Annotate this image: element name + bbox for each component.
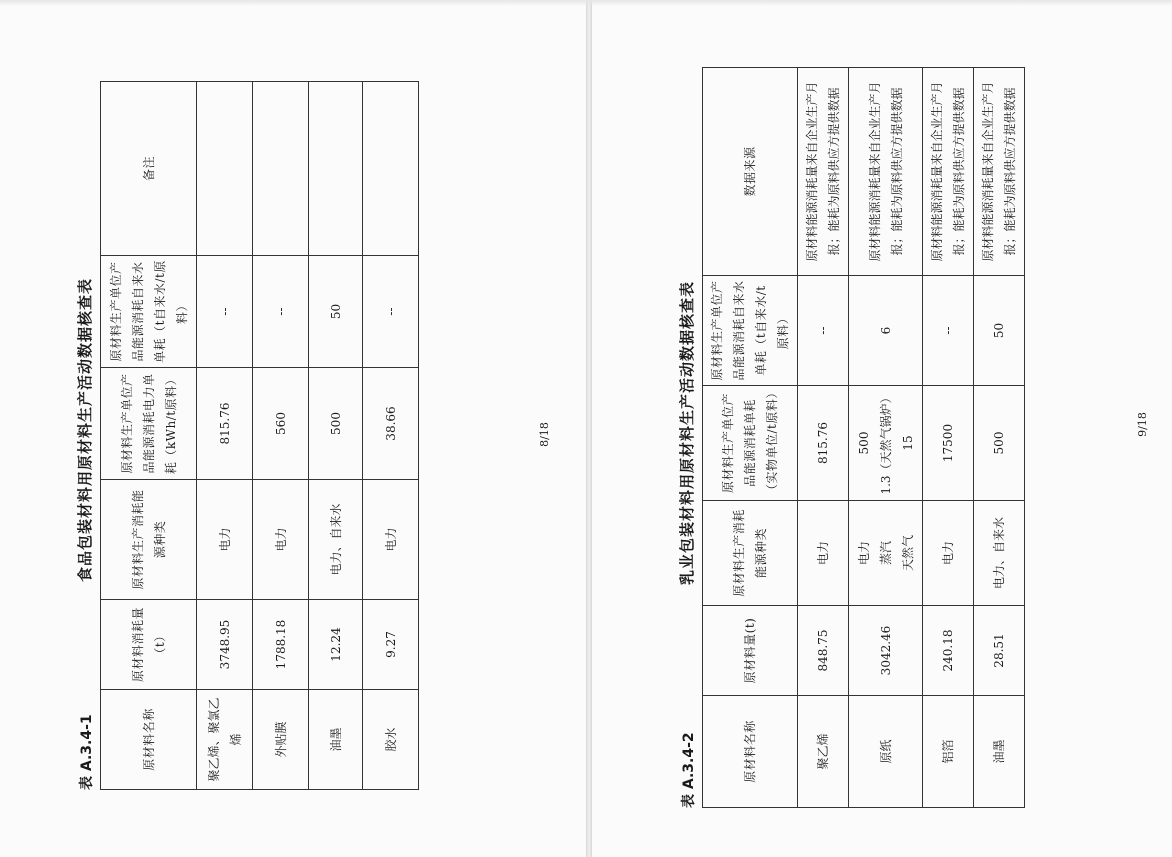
cell-energy: 电力 xyxy=(923,501,974,606)
header-water-per-unit: 原材料生产单位产品能源消耗自来水单耗（t自来水/t原料） xyxy=(101,256,197,368)
cell-name: 聚乙烯、聚氯乙烯 xyxy=(197,690,253,790)
table-row xyxy=(923,68,974,808)
data-table xyxy=(100,81,419,790)
cell-qty: 848.75 xyxy=(798,606,849,696)
page-number: 8/18 xyxy=(537,422,551,447)
cell-name: 铝箔 xyxy=(923,696,974,808)
cell-water: -- xyxy=(923,276,974,386)
header-material-name: 原材料名称 xyxy=(101,690,197,790)
per-unit-item: 15 xyxy=(900,435,915,451)
cell-power: 560 xyxy=(253,368,309,480)
cell-water: -- xyxy=(197,256,253,368)
cell-energy xyxy=(849,501,923,606)
cell-source: 原材料能源消耗量来自企业生产月报；能耗为原料供应方提供数据 xyxy=(798,68,849,276)
left-table-block xyxy=(70,70,430,790)
cell-source: 原材料能源消耗量来自企业生产月报；能耗为原料供应方提供数据 xyxy=(974,68,1025,276)
cell-energy: 电力、自来水 xyxy=(974,501,1025,606)
data-table xyxy=(702,67,1025,808)
cell-source: 原材料能源消耗量来自企业生产月报；能耗为原料供应方提供数据 xyxy=(923,68,974,276)
table-title: 乳业包装材料用原材料生产活动数据核查表 xyxy=(678,281,696,586)
header-water-per-unit: 原材料生产单位产品能源消耗自来水单耗（t自来水/t原料） xyxy=(703,276,798,386)
cell-energy: 电力 xyxy=(798,501,849,606)
cell-qty: 3042.46 xyxy=(849,606,923,696)
header-remark: 备注 xyxy=(101,82,197,256)
cell-water: 6 xyxy=(849,276,923,386)
table-row xyxy=(197,82,253,790)
right-table-block xyxy=(672,58,1017,808)
cell-qty: 3748.95 xyxy=(197,600,253,690)
cell-per-unit: 500 xyxy=(974,386,1025,501)
table-row xyxy=(974,68,1025,808)
cell-per-unit: 17500 xyxy=(923,386,974,501)
header-energy-type: 原材料生产消耗能源种类 xyxy=(101,480,197,600)
cell-qty: 28.51 xyxy=(974,606,1025,696)
book-gutter xyxy=(586,0,592,857)
header-energy-per-unit: 原材料生产单位产品能源消耗单耗（实物单位/t原料） xyxy=(703,386,798,501)
per-unit-item: 1.3（天然气锅炉） xyxy=(878,391,893,495)
table-row xyxy=(849,68,923,808)
energy-item: 天然气 xyxy=(900,535,915,572)
per-unit-item: 500 xyxy=(856,431,871,455)
energy-item: 蒸汽 xyxy=(878,541,893,566)
cell-energy: 电力、自来水 xyxy=(309,480,363,600)
cell-water: -- xyxy=(253,256,309,368)
cell-name: 油墨 xyxy=(974,696,1025,808)
cell-per-unit: 815.76 xyxy=(798,386,849,501)
energy-item: 电力 xyxy=(856,541,871,566)
cell-water: 50 xyxy=(309,256,363,368)
table-row xyxy=(363,82,419,790)
table-id: 表 A.3.4-2 xyxy=(681,732,697,808)
cell-energy: 电力 xyxy=(253,480,309,600)
cell-remark xyxy=(197,82,253,256)
cell-power: 815.76 xyxy=(197,368,253,480)
page-number: 9/18 xyxy=(1135,412,1149,437)
header-source: 数据来源 xyxy=(703,68,798,276)
cell-name: 聚乙烯 xyxy=(798,696,849,808)
table-title: 食品包装材料用原材料生产活动数据核查表 xyxy=(76,278,94,583)
cell-remark xyxy=(309,82,363,256)
cell-name: 外贴膜 xyxy=(253,690,309,790)
table-header-row xyxy=(101,82,197,790)
table-header-row xyxy=(703,68,798,808)
cell-name: 胶水 xyxy=(363,690,419,790)
cell-remark xyxy=(363,82,419,256)
cell-energy: 电力 xyxy=(363,480,419,600)
cell-power: 38.66 xyxy=(363,368,419,480)
header-consumption: 原材料消耗量（t） xyxy=(101,600,197,690)
table-row xyxy=(253,82,309,790)
cell-remark xyxy=(253,82,309,256)
cell-water: -- xyxy=(363,256,419,368)
cell-name: 油墨 xyxy=(309,690,363,790)
cell-power: 500 xyxy=(309,368,363,480)
cell-qty: 12.24 xyxy=(309,600,363,690)
header-material-name: 原材料名称 xyxy=(703,696,798,808)
table-row xyxy=(309,82,363,790)
cell-qty: 240.18 xyxy=(923,606,974,696)
cell-per-unit xyxy=(849,386,923,501)
cell-qty: 9.27 xyxy=(363,600,419,690)
cell-energy: 电力 xyxy=(197,480,253,600)
header-consumption: 原材料量(t) xyxy=(703,606,798,696)
header-energy-type: 原材料生产消耗能源种类 xyxy=(703,501,798,606)
table-id: 表 A.3.4-1 xyxy=(79,714,95,790)
cell-qty: 1788.18 xyxy=(253,600,309,690)
cell-name: 原纸 xyxy=(849,696,923,808)
table-row xyxy=(798,68,849,808)
header-power-per-unit: 原材料生产单位产品能源消耗电力单耗（kWh/t原料） xyxy=(101,368,197,480)
cell-water: -- xyxy=(798,276,849,386)
scan-shadow xyxy=(0,0,1172,6)
cell-source: 原材料能源消耗量来自企业生产月报；能耗为原料供应方提供数据 xyxy=(849,68,923,276)
cell-water: 50 xyxy=(974,276,1025,386)
